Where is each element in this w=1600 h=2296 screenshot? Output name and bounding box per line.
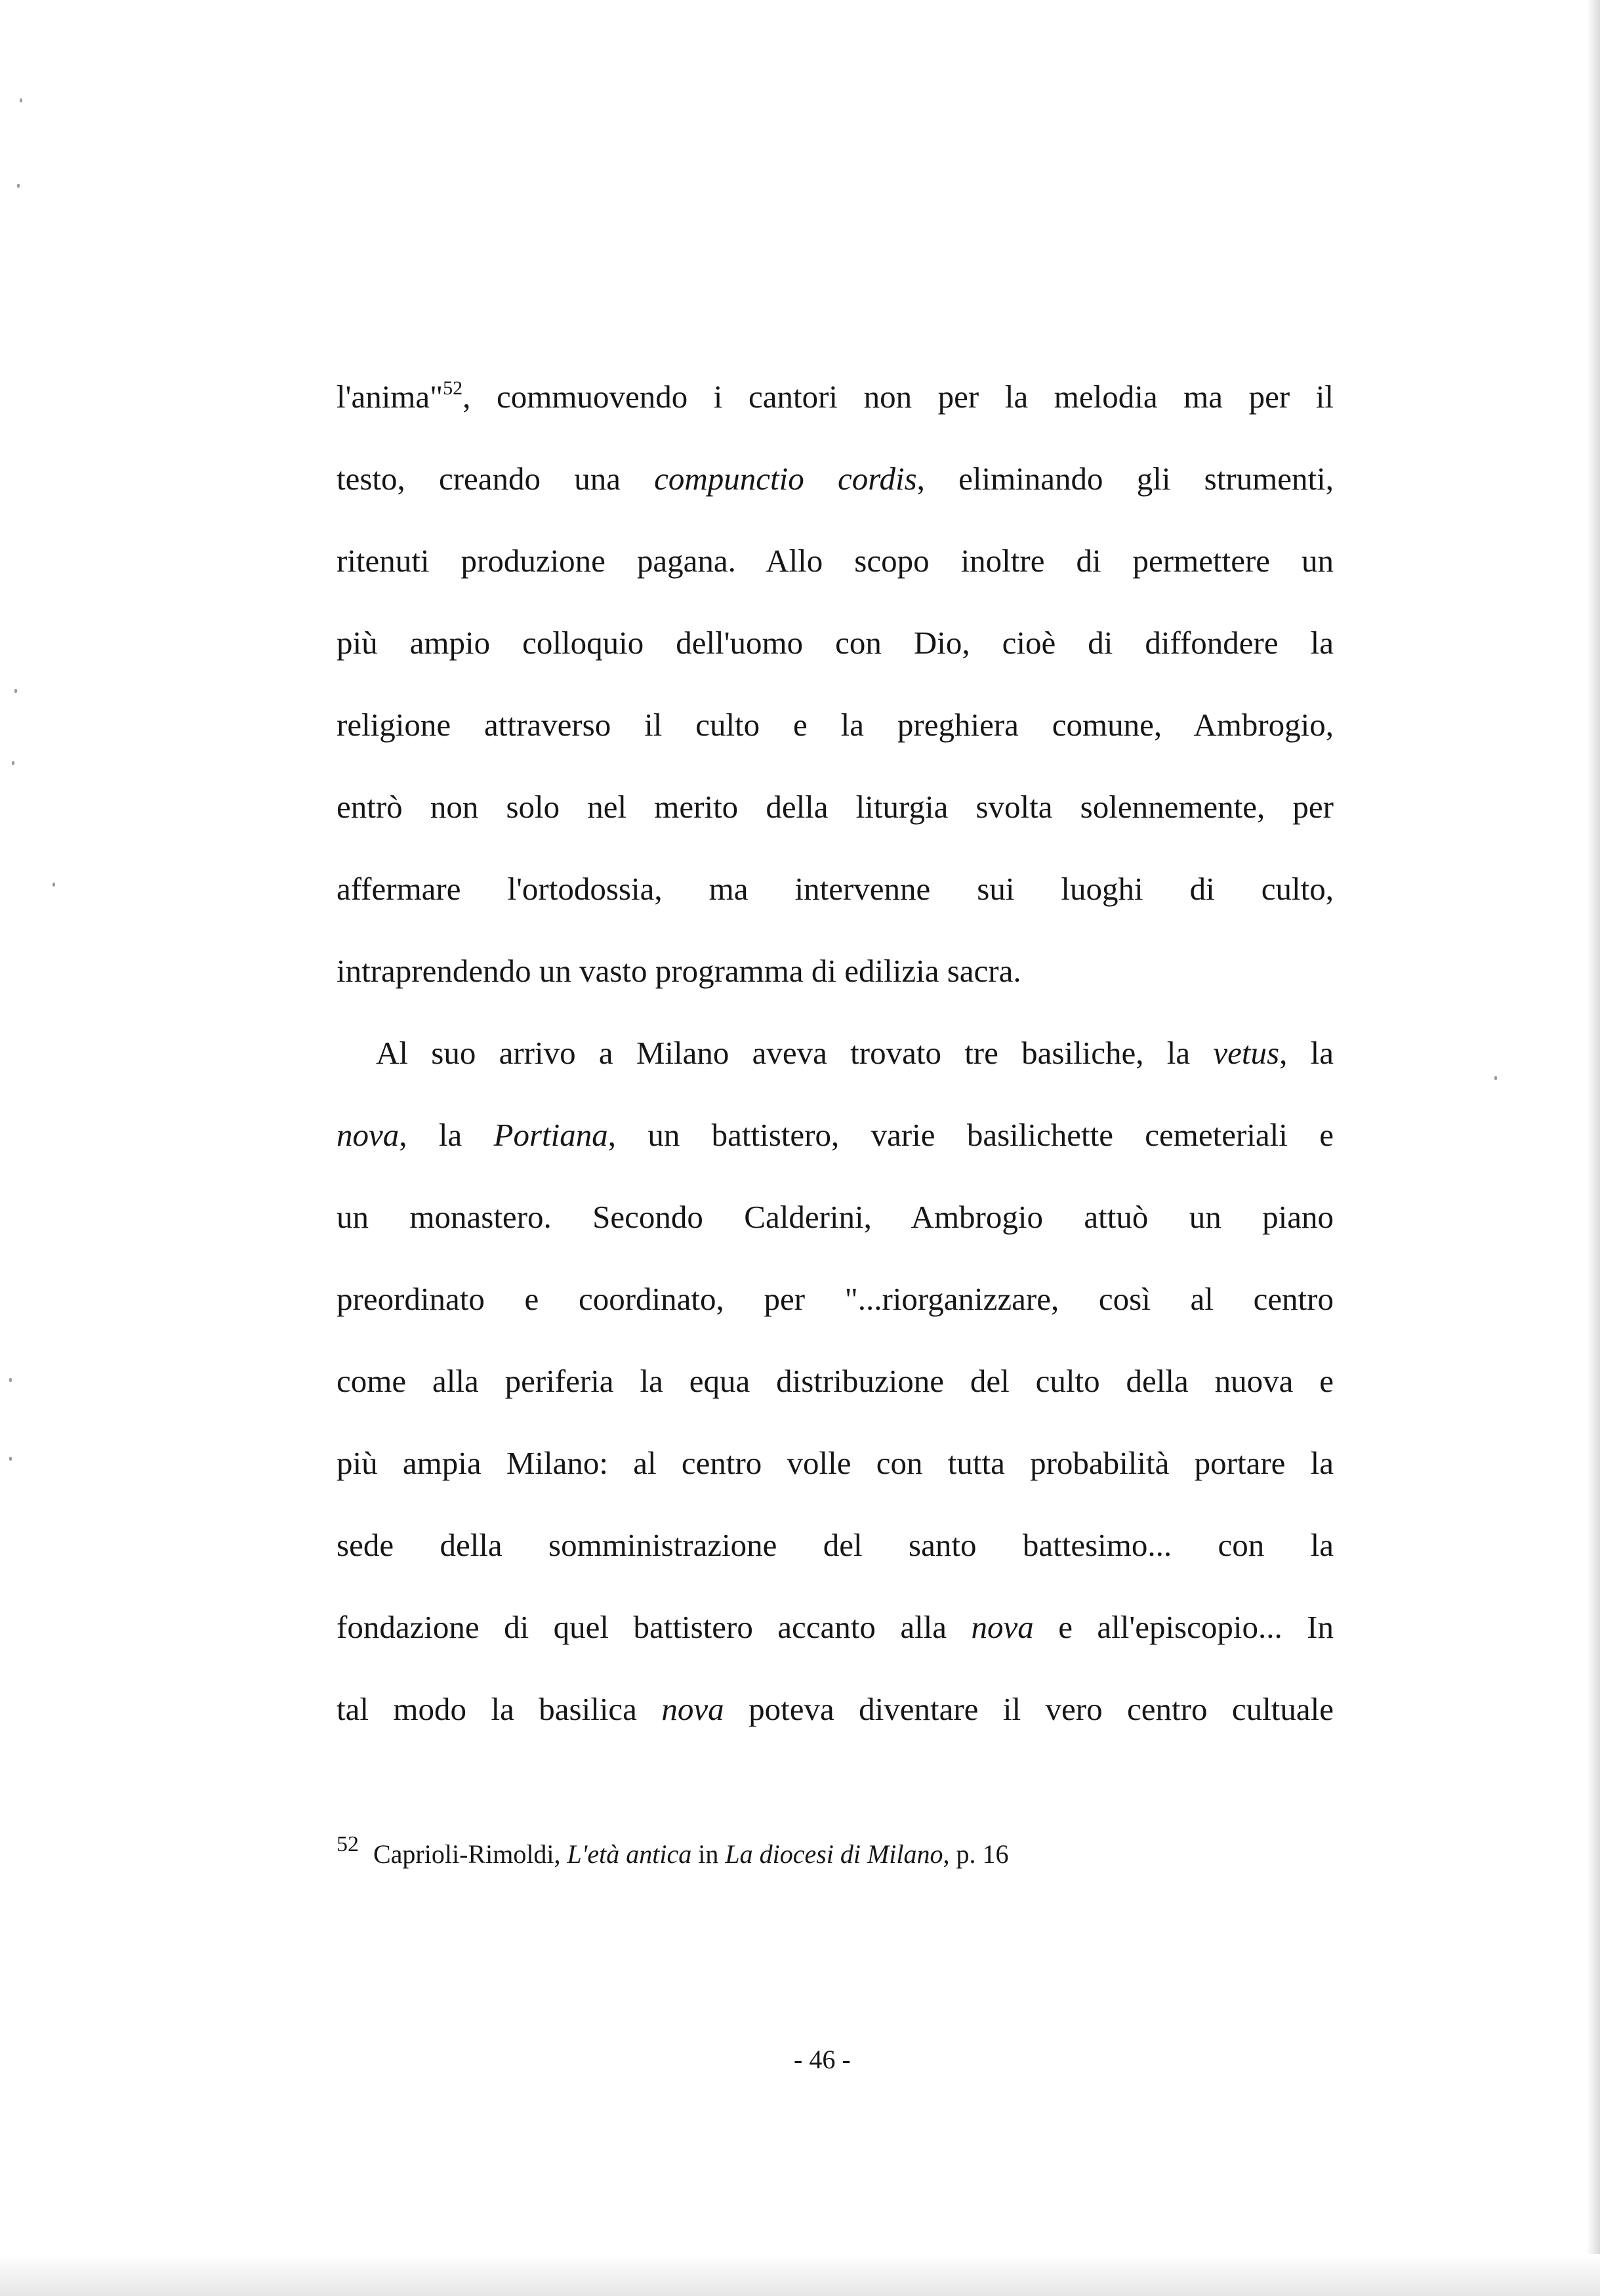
scan-speck (12, 761, 14, 765)
text-run: e all'episcopio... In (1033, 1609, 1334, 1645)
paragraph-2-line-9 (337, 1690, 1334, 1729)
footnote-number: 52 (337, 1832, 359, 1856)
italic-phrase: compunctio cordis (654, 461, 917, 497)
text-run: testo, creando una (337, 461, 655, 497)
text-run: , eliminando gli strumenti, (916, 461, 1334, 497)
paragraph-1-line-6: entrò non solo nel merito della liturgia svolta solennemente, per (337, 789, 1334, 825)
footnote (337, 1832, 1009, 1872)
footnote-connector: in (691, 1839, 726, 1869)
paragraph-1-line-3: ritenuti produzione pagana. Allo scopo inoltre di permettere un (337, 543, 1334, 579)
scan-speck (1494, 1076, 1497, 1080)
page-edge-shadow-bottom (0, 2254, 1600, 2296)
paragraph-2-line-3: un monastero. Secondo Calderini, Ambrogio attuò un piano (337, 1199, 1334, 1235)
footnote-pages: , p. 16 (943, 1839, 1009, 1869)
paragraph-2-line-5: come alla periferia la equa distribuzione del culto della nuova e (337, 1363, 1334, 1399)
scan-speck (17, 184, 20, 188)
italic-phrase: vetus (1213, 1035, 1280, 1071)
paragraph-1-line-7: affermare l'ortodossia, ma intervenne sui luoghi di culto, (337, 871, 1334, 907)
paragraph-2-line-1 (376, 1033, 1334, 1073)
italic-phrase: nova (971, 1609, 1034, 1645)
scan-speck (20, 98, 22, 102)
text-run: poteva diventare il vero centro cultuale (724, 1691, 1334, 1727)
scan-speck (14, 689, 17, 693)
paragraph-2-line-4: preordinato e coordinato, per "...riorganizzare, così al centro (337, 1281, 1334, 1317)
italic-phrase: nova (337, 1117, 400, 1153)
paragraph-1-line-1 (337, 377, 1334, 417)
paragraph-1-line-5: religione attraverso il culto e la preghiera comune, Ambrogio, (337, 707, 1334, 743)
text-run: , la (399, 1117, 494, 1153)
paragraph-1-line-4: più ampio colloquio dell'uomo con Dio, cioè di diffondere la (337, 625, 1334, 661)
footnote-author: Caprioli-Rimoldi, (373, 1839, 567, 1869)
text-run: Al suo arrivo a Milano aveva trovato tre basiliche, la (376, 1035, 1214, 1071)
text-run: , commuovendo i cantori non per la melodia ma per il (462, 379, 1334, 415)
page-number: - 46 - (794, 2045, 851, 2074)
text-run: , la (1279, 1035, 1334, 1071)
paragraph-2-line-6: più ampia Milano: al centro volle con tutta probabilità portare la (337, 1445, 1334, 1481)
text-run: , un battistero, varie basilichette cemeteriali e (607, 1117, 1334, 1153)
paragraph-2-line-7: sede della somministrazione del santo battesimo... con la (337, 1527, 1334, 1563)
italic-phrase: nova (661, 1691, 724, 1727)
text-run: tal modo la basilica (337, 1691, 662, 1727)
scan-speck (52, 883, 55, 887)
scan-speck (9, 1457, 12, 1461)
page-edge-shadow-right (1587, 0, 1600, 2296)
paragraph-1-line-8: intraprendendo un vasto programma di edilizia sacra. (337, 953, 1021, 989)
scan-speck (9, 1378, 12, 1382)
italic-phrase: Portiana (493, 1117, 608, 1153)
text-run: fondazione di quel battistero accanto alla (337, 1609, 972, 1645)
paragraph-2-line-8 (337, 1608, 1334, 1647)
paragraph-1-line-2 (337, 459, 1334, 499)
paragraph-2-line-2 (337, 1116, 1334, 1155)
footnote-title: L'età antica (567, 1839, 692, 1869)
text-run: l'anima" (337, 379, 443, 415)
footnote-work: La diocesi di Milano (725, 1839, 943, 1869)
footnote-reference: 52 (443, 377, 463, 399)
